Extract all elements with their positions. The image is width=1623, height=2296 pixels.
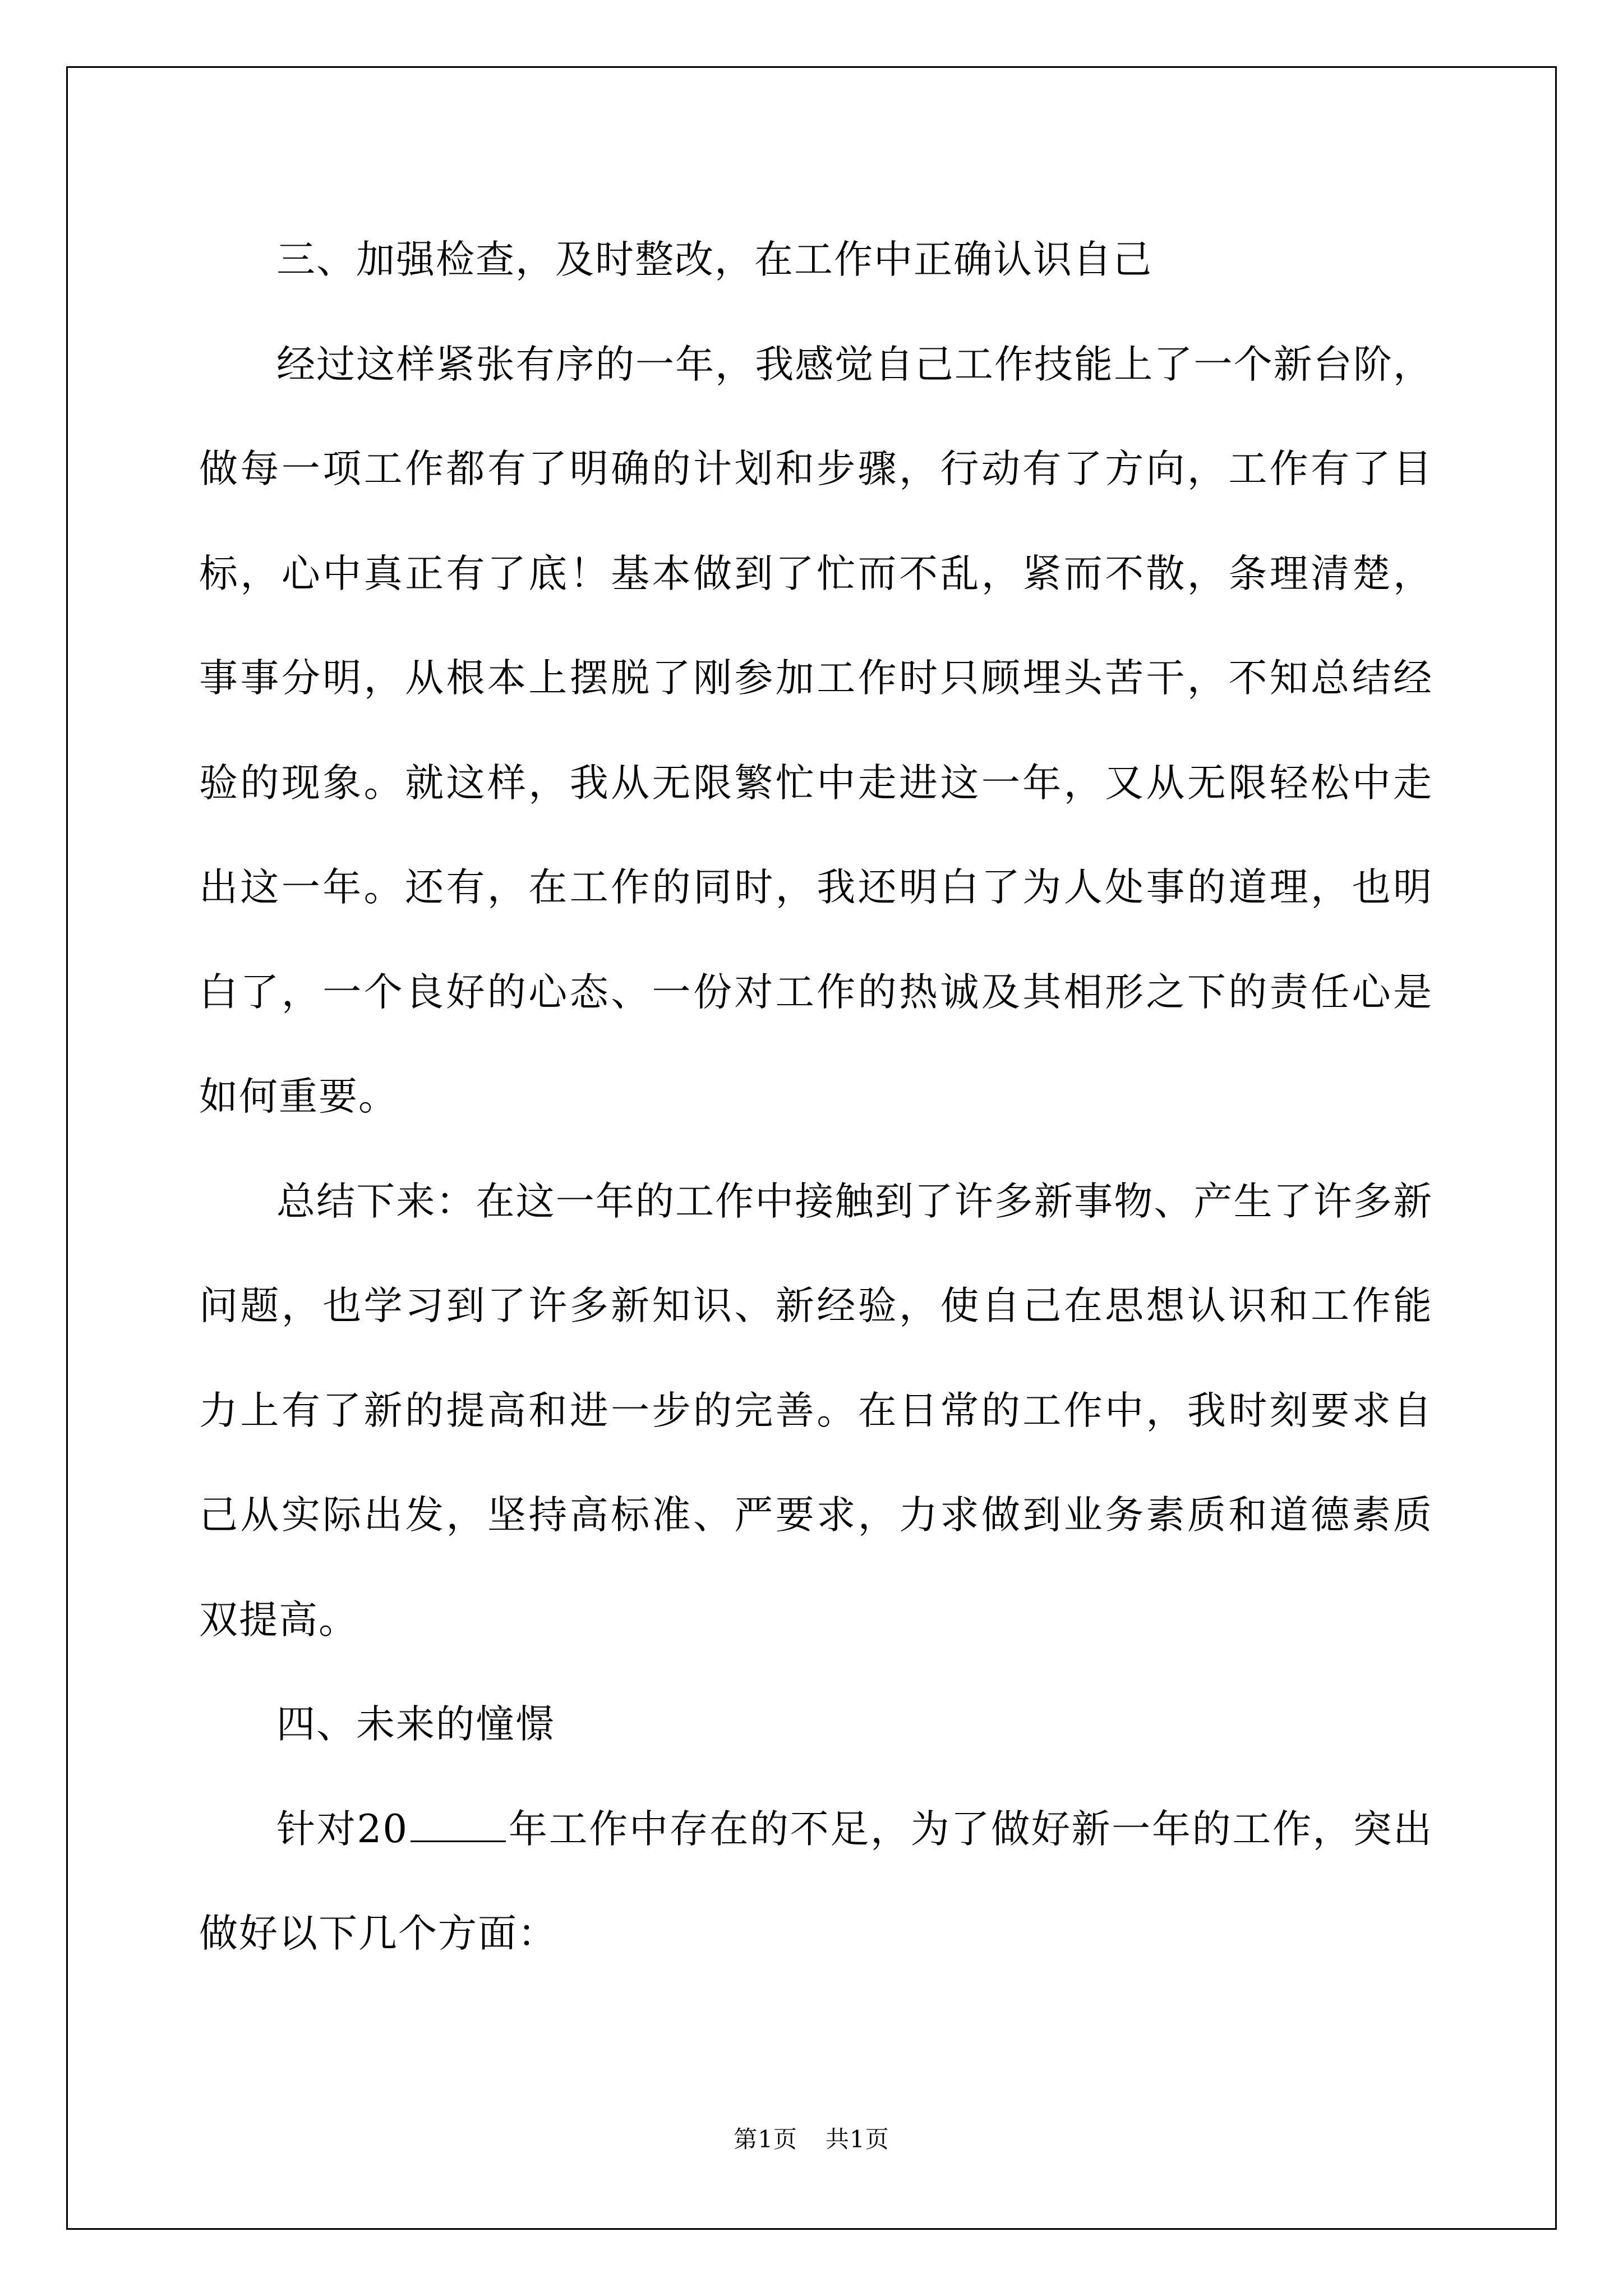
summary-paragraph: 总结下来：在这一年的工作中接触到了许多新事物、产生了许多新问题，也学习到了许多新知识、新经验，使自己在思想认识和工作能力上有了新的提高和进一步的完善。在日常的工作中，我时刻要求自己从实际出发，坚持高标准、严要求，力求做到业务素质和道德素质双提高。 bbox=[199, 1179, 1433, 1642]
body-paragraph: 经过这样紧张有序的一年，我感觉自己工作技能上了一个新台阶，做每一项工作都有了明确的计划和步骤，行动有了方向，工作有了目标，心中真正有了底！基本做到了忙而不乱，紧而不散，条理清楚，事事分明，从根本上摆脱了刚参加工作时只顾埋头苦干，不知总结经验的现象。就这样，我从无限繁忙中走进这一年，又从无限轻松中走出这一年。还有，在工作的同时，我还明白了为人处事的道理，也明白了，一个良好的心态、一份对工作的热诚及其相形之下的责任心是如何重要。 bbox=[199, 342, 1433, 1119]
year-blank bbox=[411, 1809, 506, 1842]
year-suffix: 年工作中存在的不足，为了做好新一年的工作，突出做好以下几个方面： bbox=[199, 1806, 1433, 1956]
document-body bbox=[199, 208, 1433, 1986]
section-heading-four: 四、未来的憧憬 bbox=[276, 1702, 555, 1747]
page-footer bbox=[0, 2124, 1623, 2155]
page-number-total: 共1页 bbox=[826, 2125, 889, 2153]
future-plan-paragraph bbox=[199, 1777, 1433, 1986]
year-prefix: 针对20 bbox=[276, 1806, 409, 1852]
section-heading-three: 三、加强检查，及时整改，在工作中正确认识自己 bbox=[276, 237, 1152, 282]
page-number-current: 第1页 bbox=[734, 2125, 797, 2153]
